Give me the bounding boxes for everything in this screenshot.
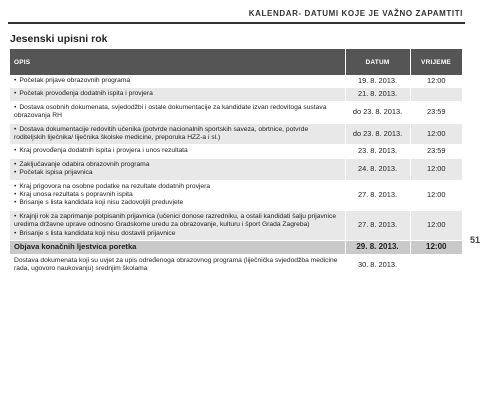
row-description bbox=[10, 254, 345, 276]
page-header-title: KALENDAR- DATUMI KOJE JE VAŽNO ZAPAMTITI bbox=[248, 9, 463, 18]
row-description bbox=[10, 180, 345, 210]
row-date: do 23. 8. 2013. bbox=[345, 123, 410, 145]
list-item: • Krajnji rok za zaprimanje potpisanih prijavnica (učenici donose razredniku, a ostali kandidati šalju prijavnice uredima državne uprave odnosno Gradskome uredu za obrazovanje, kulturu i šport Grada Zagreba) bbox=[14, 213, 341, 230]
row-time bbox=[410, 254, 462, 276]
row-time: 12:00 bbox=[410, 158, 462, 180]
row-date: do 23. 8. 2013. bbox=[345, 101, 410, 123]
row-time: 12:00 bbox=[410, 241, 462, 254]
table-row-highlight bbox=[10, 241, 462, 254]
row-description bbox=[10, 145, 345, 158]
table-row bbox=[10, 75, 462, 88]
row-text: Objava konačnih ljestvica poretka bbox=[14, 242, 137, 252]
list-item: • Kraj unosa rezultata s popravnih ispita bbox=[14, 191, 341, 199]
row-time: 23:59 bbox=[410, 101, 462, 123]
row-description bbox=[10, 101, 345, 123]
row-description bbox=[10, 210, 345, 240]
schedule-table bbox=[10, 49, 463, 276]
row-date: 27. 8. 2013. bbox=[345, 180, 410, 210]
row-date: 24. 8. 2013. bbox=[345, 158, 410, 180]
row-date: 19. 8. 2013. bbox=[345, 75, 410, 88]
row-description bbox=[10, 241, 345, 254]
row-date: 29. 8. 2013. bbox=[345, 241, 410, 254]
list-item: • Brisanje s lista kandidata koji nisu zadovoljili preduvjete bbox=[14, 199, 341, 207]
row-time: 12:00 bbox=[410, 75, 462, 88]
list-item: • Zaključavanje odabira obrazovnih programa bbox=[14, 161, 341, 169]
row-time: 12:00 bbox=[410, 123, 462, 145]
column-header-datum: DATUM bbox=[345, 49, 410, 75]
table-row bbox=[10, 254, 462, 276]
list-item: • Početak prijave obrazovnih programa bbox=[14, 77, 341, 85]
row-text: Dostava dokumenata koji su uvjet za upis određenoga obrazovnog programa (liječnička svjedodžba medicine rada, ugovoro naukovanju) srednjim školama bbox=[14, 256, 338, 272]
page-number: 51 bbox=[470, 235, 481, 245]
list-item: • Kraj provođenja dodatnih ispita i provjera i unos rezultata bbox=[14, 147, 341, 155]
row-date: 23. 8. 2013. bbox=[345, 145, 410, 158]
list-item: • Kraj prigovora na osobne podatke na rezultate dodatnih provjera bbox=[14, 183, 341, 191]
table-row bbox=[10, 145, 462, 158]
row-date: 21. 8. 2013. bbox=[345, 88, 410, 101]
row-description bbox=[10, 88, 345, 101]
row-time: 12:00 bbox=[410, 210, 462, 240]
section-title: Jesenski upisni rok bbox=[10, 33, 108, 45]
row-description bbox=[10, 158, 345, 180]
row-date: 30. 8. 2013. bbox=[345, 254, 410, 276]
table-row bbox=[10, 158, 462, 180]
row-description bbox=[10, 75, 345, 88]
list-item: • Početak provođenja dodatnih ispita i provjera bbox=[14, 90, 341, 98]
row-time: 12:00 bbox=[410, 180, 462, 210]
column-header-opis: OPIS bbox=[10, 49, 345, 75]
header-rule bbox=[8, 22, 465, 24]
table-row bbox=[10, 180, 462, 210]
list-item: • Dostava osobnih dokumenata, svjedodžbi i ostale dokumentacije za kandidate izvan redovitoga sustava obrazovanja RH bbox=[14, 104, 341, 121]
table-row bbox=[10, 101, 462, 123]
list-item: • Dostava dokumentacije redovitih učenika (potvrde nacionalnih sportskih saveza, obrtnice, potvrde roditeljskih liječnika/ liječnika školske medicine, preporuka HZZ-a i sl.) bbox=[14, 126, 341, 143]
table-row bbox=[10, 88, 462, 101]
table-row bbox=[10, 123, 462, 145]
row-description bbox=[10, 123, 345, 145]
table-row bbox=[10, 210, 462, 240]
row-date: 27. 8. 2013. bbox=[345, 210, 410, 240]
row-time bbox=[410, 88, 462, 101]
column-header-vrijeme: VRIJEME bbox=[410, 49, 462, 75]
list-item: • Početak ispisa prijavnica bbox=[14, 169, 341, 177]
list-item: • Brisanje s lista kandidata koji nisu dostavili prijavnice bbox=[14, 230, 341, 238]
row-time: 23:59 bbox=[410, 145, 462, 158]
table-header-row bbox=[10, 49, 462, 75]
